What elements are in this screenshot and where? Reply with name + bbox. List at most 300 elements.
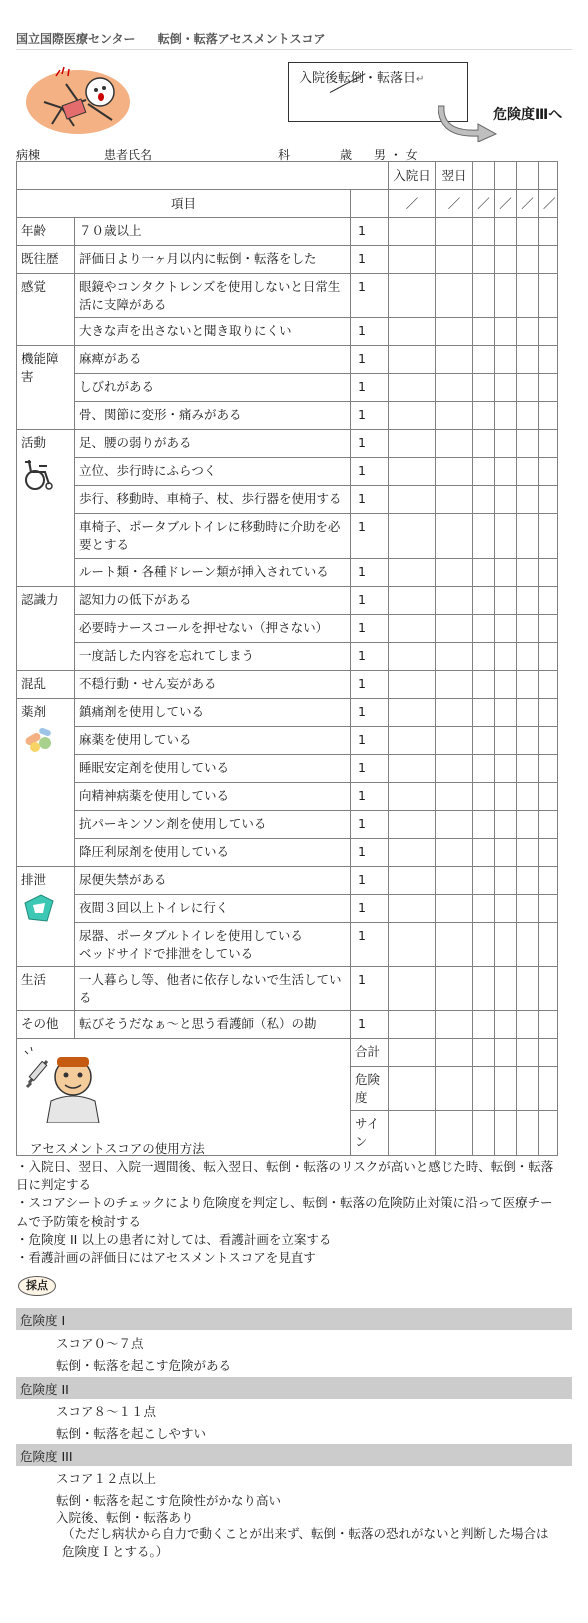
table-row xyxy=(17,402,558,430)
summary-value-cell[interactable] xyxy=(539,1067,558,1111)
summary-value-cell[interactable] xyxy=(517,1067,539,1111)
score-check-cell[interactable] xyxy=(495,346,517,374)
point-cell: 1 xyxy=(351,614,389,642)
score-check-cell[interactable] xyxy=(436,726,473,754)
score-check-cell[interactable] xyxy=(517,374,539,402)
score-check-cell[interactable] xyxy=(473,894,495,922)
score-check-cell[interactable] xyxy=(436,894,473,922)
score-check-cell[interactable] xyxy=(436,922,473,966)
table-row xyxy=(17,274,558,318)
score-check-cell[interactable] xyxy=(473,430,495,458)
score-check-cell[interactable] xyxy=(517,966,539,1010)
point-cell: 1 xyxy=(351,458,389,486)
score-check-cell[interactable] xyxy=(473,246,495,274)
score-check-cell[interactable] xyxy=(436,458,473,486)
score-check-cell[interactable] xyxy=(495,318,517,346)
score-check-cell[interactable] xyxy=(473,558,495,586)
score-check-cell[interactable] xyxy=(389,318,436,346)
sex-label: 男 ・ 女 xyxy=(374,148,418,162)
department-label: 科 xyxy=(278,148,291,162)
score-check-cell[interactable] xyxy=(436,754,473,782)
usage-instructions xyxy=(16,1140,561,1267)
item-cell: ルート類・各種ドレーン類が挿入されている xyxy=(75,558,351,586)
score-check-cell[interactable] xyxy=(495,838,517,866)
item-cell: 不穏行動・せん妄がある xyxy=(75,670,351,698)
score-check-cell[interactable] xyxy=(495,558,517,586)
point-cell: 1 xyxy=(351,670,389,698)
score-check-cell[interactable] xyxy=(389,966,436,1010)
item-cell: しびれがある xyxy=(75,374,351,402)
summary-value-cell[interactable] xyxy=(495,1039,517,1067)
item-cell: 尿器、ポータブルトイレを使用している ベッドサイドで排泄をしている xyxy=(75,922,351,966)
score-check-cell[interactable] xyxy=(389,838,436,866)
score-check-cell[interactable] xyxy=(495,514,517,558)
point-cell: 1 xyxy=(351,922,389,966)
score-check-cell[interactable] xyxy=(517,558,539,586)
usage-title: アセスメントスコアの使用方法 xyxy=(30,1141,205,1156)
score-check-cell[interactable] xyxy=(539,838,558,866)
score-check-cell[interactable] xyxy=(517,670,539,698)
ward-label: 病棟 xyxy=(16,148,41,162)
score-check-cell[interactable] xyxy=(473,346,495,374)
score-check-cell[interactable] xyxy=(517,866,539,894)
item-cell: 抗パーキンソン剤を使用している xyxy=(75,810,351,838)
summary-value-cell[interactable] xyxy=(473,1067,495,1111)
item-cell: 眼鏡やコンタクトレンズを使用しないと日常生活に支障がある xyxy=(75,274,351,318)
point-cell: 1 xyxy=(351,698,389,726)
score-check-cell[interactable] xyxy=(473,922,495,966)
score-check-cell[interactable] xyxy=(495,726,517,754)
score-check-cell[interactable] xyxy=(473,374,495,402)
summary-label-cell: サイン xyxy=(351,1111,389,1155)
score-check-cell[interactable] xyxy=(436,838,473,866)
table-header-row-1 xyxy=(17,162,558,190)
score-check-cell[interactable] xyxy=(517,894,539,922)
point-cell: 1 xyxy=(351,246,389,274)
score-check-cell[interactable] xyxy=(389,218,436,246)
score-check-cell[interactable] xyxy=(517,754,539,782)
score-check-cell[interactable] xyxy=(389,754,436,782)
col-admission-day: 入院日 xyxy=(389,162,436,190)
score-check-cell[interactable] xyxy=(539,558,558,586)
score-check-cell[interactable] xyxy=(539,866,558,894)
summary-label-cell: 合計 xyxy=(351,1039,389,1067)
score-check-cell[interactable] xyxy=(473,810,495,838)
date-slash[interactable]: ／ xyxy=(517,190,539,218)
item-cell: 車椅子、ポータブルトイレに移動時に介助を必要とする xyxy=(75,514,351,558)
table-row xyxy=(17,894,558,922)
score-check-cell[interactable] xyxy=(473,614,495,642)
score-check-cell[interactable] xyxy=(539,642,558,670)
usage-line: ・危険度 II 以上の患者に対しては、看護計画を立案する xyxy=(16,1231,332,1247)
score-check-cell[interactable] xyxy=(389,430,436,458)
score-check-cell[interactable] xyxy=(495,374,517,402)
score-check-cell[interactable] xyxy=(495,274,517,318)
point-cell: 1 xyxy=(351,274,389,318)
score-check-cell[interactable] xyxy=(495,922,517,966)
score-check-cell[interactable] xyxy=(436,642,473,670)
score-check-cell[interactable] xyxy=(539,922,558,966)
score-check-cell[interactable] xyxy=(473,642,495,670)
score-check-cell[interactable] xyxy=(539,458,558,486)
point-cell: 1 xyxy=(351,966,389,1010)
score-check-cell[interactable] xyxy=(495,1011,517,1039)
usage-line: ・看護計画の評価日にはアセスメントスコアを見直す xyxy=(16,1249,316,1265)
score-check-cell[interactable] xyxy=(539,274,558,318)
score-check-cell[interactable] xyxy=(389,614,436,642)
score-check-cell[interactable] xyxy=(517,318,539,346)
score-check-cell[interactable] xyxy=(436,218,473,246)
score-check-cell[interactable] xyxy=(389,374,436,402)
score-check-cell[interactable] xyxy=(436,246,473,274)
score-check-cell[interactable] xyxy=(389,642,436,670)
score-check-cell[interactable] xyxy=(539,966,558,1010)
point-cell: 1 xyxy=(351,486,389,514)
score-check-cell[interactable] xyxy=(539,346,558,374)
score-check-cell[interactable] xyxy=(389,558,436,586)
score-check-cell[interactable] xyxy=(389,810,436,838)
item-cell: 歩行、移動時、車椅子、杖、歩行器を使用する xyxy=(75,486,351,514)
point-cell: 1 xyxy=(351,218,389,246)
score-check-cell[interactable] xyxy=(473,458,495,486)
item-cell: 睡眠安定剤を使用している xyxy=(75,754,351,782)
point-cell: 1 xyxy=(351,318,389,346)
score-check-cell[interactable] xyxy=(473,1011,495,1039)
document-title: 転倒・転落アセスメントスコア xyxy=(157,32,326,46)
score-check-cell[interactable] xyxy=(389,346,436,374)
score-check-cell[interactable] xyxy=(436,318,473,346)
score-check-cell[interactable] xyxy=(495,614,517,642)
score-check-cell[interactable] xyxy=(389,1011,436,1039)
summary-value-cell[interactable] xyxy=(436,1067,473,1111)
score-check-cell[interactable] xyxy=(436,810,473,838)
score-check-cell[interactable] xyxy=(473,866,495,894)
score-check-cell[interactable] xyxy=(389,670,436,698)
date-slash[interactable]: ／ xyxy=(495,190,517,218)
score-check-cell[interactable] xyxy=(495,458,517,486)
score-check-cell[interactable] xyxy=(517,218,539,246)
score-check-cell[interactable] xyxy=(517,486,539,514)
scoring-badge: 採点 xyxy=(18,1276,56,1296)
item-cell: 転びそうだなぁ～と思う看護師（私）の勘 xyxy=(75,1011,351,1039)
score-check-cell[interactable] xyxy=(539,514,558,558)
summary-value-cell[interactable] xyxy=(539,1039,558,1067)
score-check-cell[interactable] xyxy=(495,430,517,458)
table-row xyxy=(17,726,558,754)
score-check-cell[interactable] xyxy=(495,782,517,810)
item-cell: 評価日より一ヶ月以内に転倒・転落をした xyxy=(75,246,351,274)
score-check-cell[interactable] xyxy=(473,754,495,782)
point-cell: 1 xyxy=(351,402,389,430)
score-check-cell[interactable] xyxy=(517,1011,539,1039)
item-cell: 大きな声を出さないと聞き取りにくい xyxy=(75,318,351,346)
score-check-cell[interactable] xyxy=(495,866,517,894)
summary-value-cell[interactable] xyxy=(389,1067,436,1111)
item-cell: ７０歳以上 xyxy=(75,218,351,246)
falling-person-icon xyxy=(22,64,134,136)
summary-value-cell[interactable] xyxy=(473,1039,495,1067)
callout-text: 入院後転倒・転落日↵ xyxy=(299,71,425,86)
date-slash[interactable]: ／ xyxy=(389,190,436,218)
score-check-cell[interactable] xyxy=(389,514,436,558)
summary-value-cell[interactable] xyxy=(495,1067,517,1111)
score-check-cell[interactable] xyxy=(436,866,473,894)
danger-level-3-note: （ただし病状から自力で動くことが出来ず、転倒・転落の恐れがないと判断した場合は 危険度Ｉとする。） xyxy=(62,1526,549,1560)
point-cell: 1 xyxy=(351,374,389,402)
score-check-cell[interactable] xyxy=(389,698,436,726)
date-cell[interactable] xyxy=(495,162,517,190)
score-check-cell[interactable] xyxy=(539,754,558,782)
score-check-cell[interactable] xyxy=(473,698,495,726)
score-check-cell[interactable] xyxy=(473,274,495,318)
score-check-cell[interactable] xyxy=(436,514,473,558)
nurse-illustration-cell xyxy=(17,1039,351,1156)
score-check-cell[interactable] xyxy=(389,246,436,274)
table-header-row-2 xyxy=(17,190,558,218)
date-cell[interactable] xyxy=(539,162,558,190)
score-check-cell[interactable] xyxy=(436,274,473,318)
wheelchair-icon xyxy=(21,456,57,492)
category-cell: その他 xyxy=(17,1011,75,1039)
score-check-cell[interactable] xyxy=(389,586,436,614)
summary-row xyxy=(17,1039,558,1067)
table-row xyxy=(17,810,558,838)
table-row xyxy=(17,558,558,586)
score-check-cell[interactable] xyxy=(517,246,539,274)
score-check-cell[interactable] xyxy=(495,402,517,430)
point-cell: 1 xyxy=(351,782,389,810)
score-check-cell[interactable] xyxy=(389,402,436,430)
item-cell: 必要時ナースコールを押せない（押さない） xyxy=(75,614,351,642)
point-cell: 1 xyxy=(351,514,389,558)
table-row xyxy=(17,346,558,374)
score-check-cell[interactable] xyxy=(539,218,558,246)
score-check-cell[interactable] xyxy=(517,586,539,614)
table-row xyxy=(17,486,558,514)
score-check-cell[interactable] xyxy=(495,966,517,1010)
score-check-cell[interactable] xyxy=(436,698,473,726)
score-check-cell[interactable] xyxy=(495,218,517,246)
score-check-cell[interactable] xyxy=(517,458,539,486)
score-check-cell[interactable] xyxy=(517,726,539,754)
table-row xyxy=(17,586,558,614)
table-row xyxy=(17,754,558,782)
table-row xyxy=(17,318,558,346)
point-cell: 1 xyxy=(351,642,389,670)
score-check-cell[interactable] xyxy=(495,894,517,922)
org-name: 国立国際医療センター xyxy=(16,32,136,46)
table-row xyxy=(17,430,558,458)
point-cell: 1 xyxy=(351,866,389,894)
usage-line: ・スコアシートのチェックにより危険度を判定し、転倒・転落の危険防止対策に沿って医療チームで予防策を検討する xyxy=(16,1195,553,1229)
score-check-cell[interactable] xyxy=(436,670,473,698)
score-check-cell[interactable] xyxy=(436,586,473,614)
category-cell: 排泄 xyxy=(17,866,75,966)
usage-line: ・入院日、翌日、入院一週間後、転入翌日、転倒・転落のリスクが高いと感じた時、転倒・転落日に判定する xyxy=(16,1159,554,1193)
score-check-cell[interactable] xyxy=(495,246,517,274)
score-check-cell[interactable] xyxy=(473,726,495,754)
score-check-cell[interactable] xyxy=(436,402,473,430)
table-row xyxy=(17,458,558,486)
table-row xyxy=(17,514,558,558)
score-check-cell[interactable] xyxy=(539,430,558,458)
score-check-cell[interactable] xyxy=(495,754,517,782)
score-check-cell[interactable] xyxy=(517,642,539,670)
patient-info-line xyxy=(16,146,572,162)
point-cell: 1 xyxy=(351,430,389,458)
table-row xyxy=(17,670,558,698)
item-cell: 認知力の低下がある xyxy=(75,586,351,614)
date-cell[interactable] xyxy=(473,162,495,190)
score-check-cell[interactable] xyxy=(473,782,495,810)
score-check-cell[interactable] xyxy=(473,218,495,246)
score-check-cell[interactable] xyxy=(436,1011,473,1039)
table-row xyxy=(17,374,558,402)
score-check-cell[interactable] xyxy=(539,318,558,346)
medicine-icon xyxy=(21,725,57,755)
table-row xyxy=(17,698,558,726)
score-check-cell[interactable] xyxy=(495,586,517,614)
score-check-cell[interactable] xyxy=(495,670,517,698)
date-slash[interactable]: ／ xyxy=(473,190,495,218)
item-cell: 一人暮らし等、他者に依存しないで生活している xyxy=(75,966,351,1010)
summary-value-cell[interactable] xyxy=(517,1039,539,1067)
category-cell: 既往歴 xyxy=(17,246,75,274)
score-check-cell[interactable] xyxy=(389,782,436,810)
danger-level-3-link[interactable]: 危険度Ⅲへ xyxy=(493,107,563,123)
score-check-cell[interactable] xyxy=(389,486,436,514)
item-cell: 一度話した内容を忘れてしまう xyxy=(75,642,351,670)
table-row xyxy=(17,782,558,810)
table-row xyxy=(17,614,558,642)
score-check-cell[interactable] xyxy=(539,1011,558,1039)
table-row xyxy=(17,866,558,894)
score-check-cell[interactable] xyxy=(389,922,436,966)
table-row xyxy=(17,966,558,1010)
score-check-cell[interactable] xyxy=(539,698,558,726)
danger-level-2-header: 危険度 II xyxy=(16,1377,572,1399)
score-check-cell[interactable] xyxy=(539,810,558,838)
item-cell: 麻薬を使用している xyxy=(75,726,351,754)
score-check-cell[interactable] xyxy=(517,346,539,374)
date-slash[interactable]: ／ xyxy=(436,190,473,218)
score-check-cell[interactable] xyxy=(436,558,473,586)
danger-level-2-score: スコア８～１１点 xyxy=(56,1404,157,1419)
score-check-cell[interactable] xyxy=(517,698,539,726)
item-cell: 向精神病薬を使用している xyxy=(75,782,351,810)
score-check-cell[interactable] xyxy=(473,486,495,514)
point-cell: 1 xyxy=(351,558,389,586)
score-check-cell[interactable] xyxy=(539,614,558,642)
score-check-cell[interactable] xyxy=(473,402,495,430)
score-check-cell[interactable] xyxy=(436,346,473,374)
item-cell: 夜間３回以上トイレに行く xyxy=(75,894,351,922)
score-check-cell[interactable] xyxy=(495,486,517,514)
score-check-cell[interactable] xyxy=(473,670,495,698)
table-row xyxy=(17,218,558,246)
score-check-cell[interactable] xyxy=(495,810,517,838)
danger-level-3-score: スコア１２点以上 xyxy=(56,1471,157,1486)
score-check-cell[interactable] xyxy=(539,782,558,810)
point-cell: 1 xyxy=(351,894,389,922)
table-row xyxy=(17,246,558,274)
item-cell: 麻痺がある xyxy=(75,346,351,374)
score-check-cell[interactable] xyxy=(436,430,473,458)
score-check-cell[interactable] xyxy=(389,458,436,486)
score-check-cell[interactable] xyxy=(517,782,539,810)
point-cell: 1 xyxy=(351,346,389,374)
item-cell: 立位、歩行時にふらつく xyxy=(75,458,351,486)
score-check-cell[interactable] xyxy=(473,586,495,614)
category-cell: 年齢 xyxy=(17,218,75,246)
date-cell[interactable] xyxy=(517,162,539,190)
score-check-cell[interactable] xyxy=(389,726,436,754)
score-check-cell[interactable] xyxy=(539,402,558,430)
score-check-cell[interactable] xyxy=(517,514,539,558)
score-check-cell[interactable] xyxy=(517,430,539,458)
score-check-cell[interactable] xyxy=(539,486,558,514)
category-cell: 感覚 xyxy=(17,274,75,346)
score-check-cell[interactable] xyxy=(517,922,539,966)
patient-name-label: 患者氏名 xyxy=(104,148,153,162)
score-check-cell[interactable] xyxy=(473,838,495,866)
category-cell: 活動 xyxy=(17,430,75,586)
toilet-icon xyxy=(21,893,57,925)
summary-value-cell[interactable] xyxy=(389,1039,436,1067)
summary-value-cell[interactable] xyxy=(436,1039,473,1067)
score-check-cell[interactable] xyxy=(436,782,473,810)
score-check-cell[interactable] xyxy=(495,698,517,726)
score-check-cell[interactable] xyxy=(517,402,539,430)
score-check-cell[interactable] xyxy=(539,670,558,698)
score-check-cell[interactable] xyxy=(539,586,558,614)
score-check-cell[interactable] xyxy=(517,614,539,642)
score-check-cell[interactable] xyxy=(473,318,495,346)
score-check-cell[interactable] xyxy=(473,966,495,1010)
danger-level-1-score: スコア０～７点 xyxy=(56,1336,144,1351)
danger-level-2-desc: 転倒・転落を起こしやすい xyxy=(56,1426,207,1441)
point-cell: 1 xyxy=(351,1011,389,1039)
col-next-day: 翌日 xyxy=(436,162,473,190)
score-check-cell[interactable] xyxy=(495,642,517,670)
score-check-cell[interactable] xyxy=(389,866,436,894)
score-check-cell[interactable] xyxy=(517,810,539,838)
score-check-cell[interactable] xyxy=(436,966,473,1010)
score-check-cell[interactable] xyxy=(436,486,473,514)
danger-level-3-extra: 入院後、転倒・転落あり xyxy=(56,1510,194,1525)
danger-level-3-header: 危険度 III xyxy=(16,1444,572,1466)
score-check-cell[interactable] xyxy=(389,274,436,318)
col-item-header: 項目 xyxy=(17,190,351,218)
score-check-cell[interactable] xyxy=(539,374,558,402)
score-check-cell[interactable] xyxy=(517,274,539,318)
score-check-cell[interactable] xyxy=(539,894,558,922)
age-label: 歳 xyxy=(340,148,353,162)
score-check-cell[interactable] xyxy=(436,614,473,642)
item-cell: 鎮痛剤を使用している xyxy=(75,698,351,726)
score-check-cell[interactable] xyxy=(539,726,558,754)
score-check-cell[interactable] xyxy=(473,514,495,558)
score-check-cell[interactable] xyxy=(436,374,473,402)
table-row xyxy=(17,922,558,966)
score-check-cell[interactable] xyxy=(517,838,539,866)
score-check-cell[interactable] xyxy=(539,246,558,274)
danger-level-3-desc: 転倒・転落を起こす危険性がかなり高い xyxy=(56,1493,282,1508)
date-slash[interactable]: ／ xyxy=(539,190,558,218)
score-check-cell[interactable] xyxy=(389,894,436,922)
item-cell: 骨、関節に変形・痛みがある xyxy=(75,402,351,430)
point-cell: 1 xyxy=(351,586,389,614)
